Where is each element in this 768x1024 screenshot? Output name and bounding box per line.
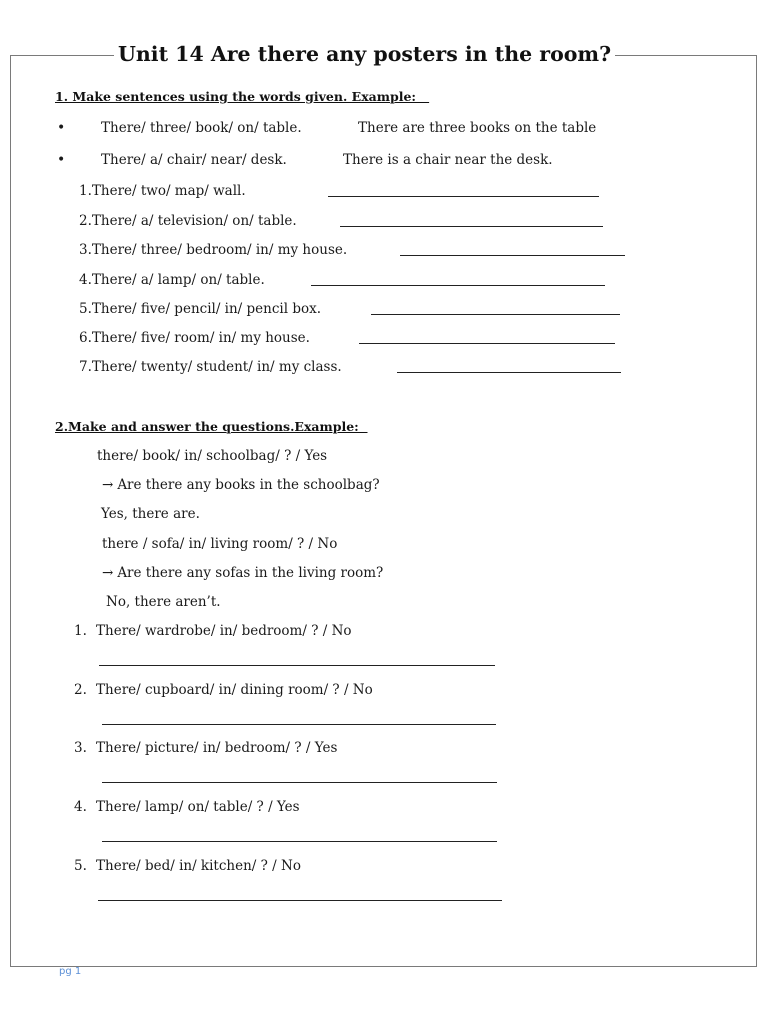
exercise-1-item-2: 2.There/ a/ television/ on/ table.: [79, 213, 297, 229]
example-answer-1: Yes, there are.: [101, 506, 200, 522]
answer-blank-1-7[interactable]: [397, 372, 621, 373]
example-question-2-prompt: there / sofa/ in/ living room/ ? / No: [102, 536, 338, 552]
exercise-2-item-2: There/ cupboard/ in/ dining room/ ? / No: [96, 682, 373, 698]
answer-blank-1-4[interactable]: [311, 285, 605, 286]
example-2-answer: There is a chair near the desk.: [343, 152, 553, 168]
exercise-1-item-6: 6.There/ five/ room/ in/ my house.: [79, 330, 310, 346]
example-question-1-prompt: there/ book/ in/ schoolbag/ ? / Yes: [97, 448, 328, 464]
exercise-1-item-1: 1.There/ two/ map/ wall.: [79, 183, 246, 199]
page-number: pg 1: [59, 966, 82, 977]
example-question-2: → Are there any sofas in the living room?: [102, 565, 384, 581]
arrow-right-icon: →: [102, 477, 114, 493]
exercise-2-item-2-number: 2.: [74, 682, 87, 698]
example-1-answer: There are three books on the table: [358, 120, 597, 136]
answer-blank-1-6[interactable]: [359, 343, 615, 344]
answer-blank-2-1[interactable]: [99, 665, 495, 666]
bullet-icon: •: [57, 120, 66, 136]
exercise-2-item-5: There/ bed/ in/ kitchen/ ? / No: [96, 858, 301, 874]
answer-blank-2-2[interactable]: [102, 724, 496, 725]
answer-blank-1-1[interactable]: [328, 196, 599, 197]
exercise-2-item-5-number: 5.: [74, 858, 87, 874]
exercise-1-item-4: 4.There/ a/ lamp/ on/ table.: [79, 272, 265, 288]
exercise-2-item-3: There/ picture/ in/ bedroom/ ? / Yes: [96, 740, 338, 756]
example-1-prompt: There/ three/ book/ on/ table.: [101, 120, 302, 136]
answer-blank-1-5[interactable]: [371, 314, 620, 315]
answer-blank-2-5[interactable]: [98, 900, 502, 901]
exercise-1-item-7: 7.There/ twenty/ student/ in/ my class.: [79, 359, 342, 375]
section-1-heading: 1. Make sentences using the words given. Example:: [55, 89, 430, 104]
example-answer-2: No, there aren’t.: [106, 594, 221, 610]
exercise-1-item-3: 3.There/ three/ bedroom/ in/ my house.: [79, 242, 348, 258]
example-2-prompt: There/ a/ chair/ near/ desk.: [101, 152, 287, 168]
example-question-1: → Are there any books in the schoolbag?: [102, 477, 380, 493]
exercise-2-item-3-number: 3.: [74, 740, 87, 756]
answer-blank-2-3[interactable]: [102, 782, 497, 783]
exercise-2-item-1: There/ wardrobe/ in/ bedroom/ ? / No: [96, 623, 352, 639]
section-2-heading: 2.Make and answer the questions.Example:: [55, 419, 368, 434]
exercise-2-item-4-number: 4.: [74, 799, 87, 815]
exercise-2-item-4: There/ lamp/ on/ table/ ? / Yes: [96, 799, 300, 815]
answer-blank-1-3[interactable]: [400, 255, 625, 256]
answer-blank-1-2[interactable]: [340, 226, 603, 227]
exercise-1-item-5: 5.There/ five/ pencil/ in/ pencil box.: [79, 301, 322, 317]
page-title: Unit 14 Are there any posters in the room?: [114, 40, 615, 68]
exercise-2-item-1-number: 1.: [74, 623, 87, 639]
bullet-icon: •: [57, 152, 66, 168]
answer-blank-2-4[interactable]: [102, 841, 497, 842]
arrow-right-icon: →: [102, 565, 114, 581]
